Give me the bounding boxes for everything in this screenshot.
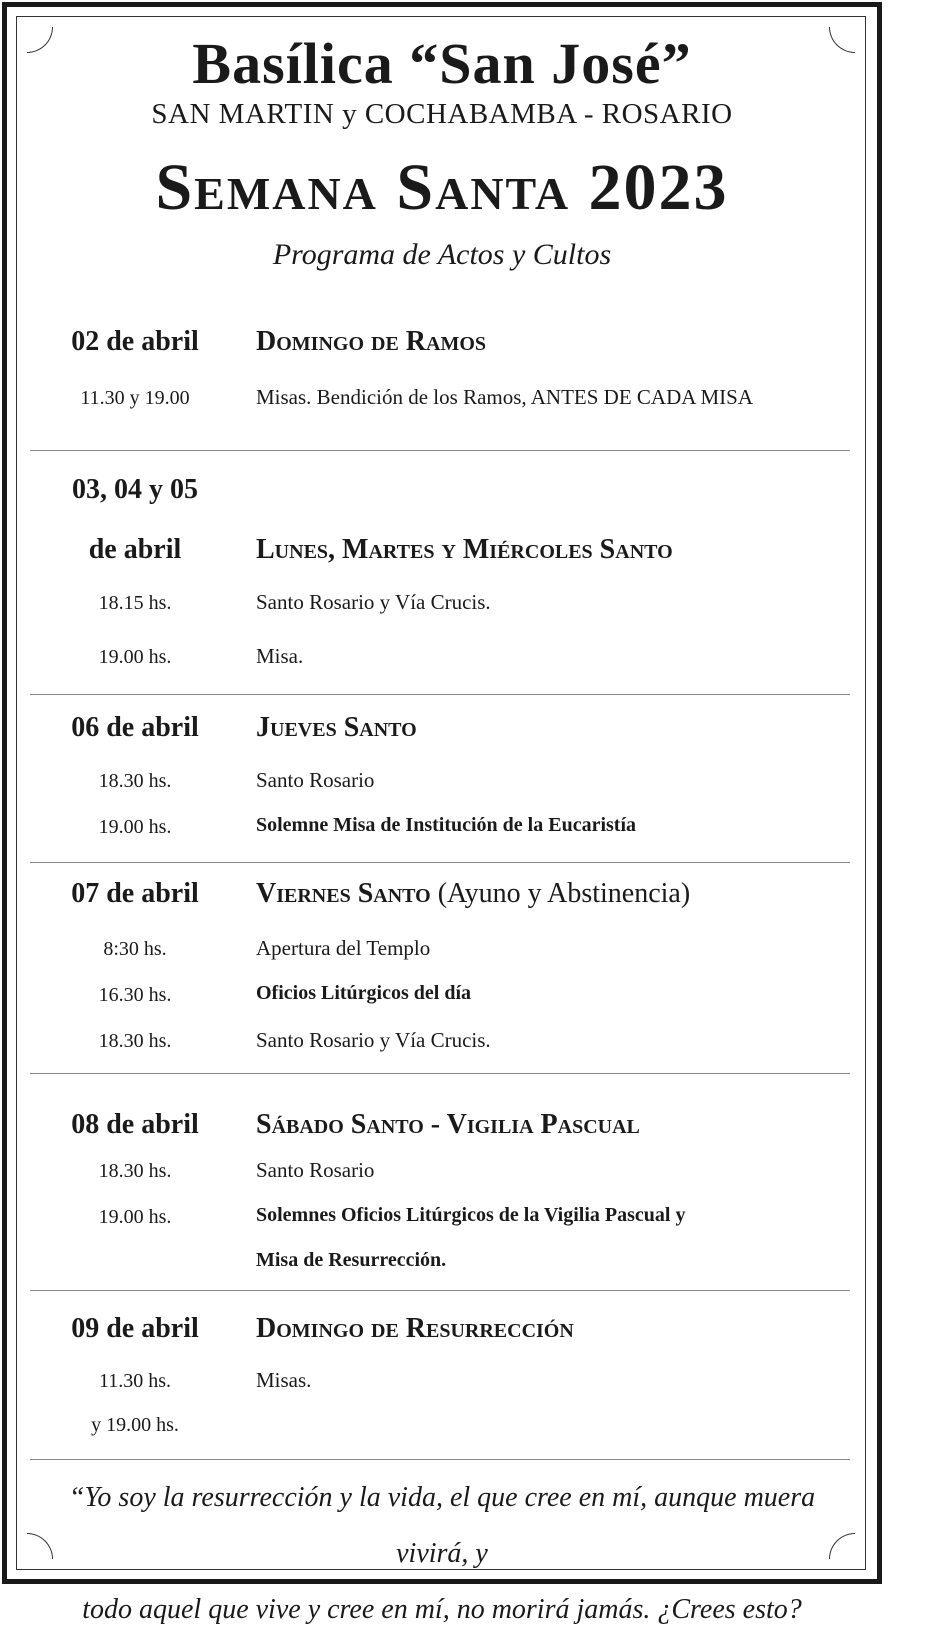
page-title: Basílica “San José” <box>192 31 692 96</box>
day-title-text: Viernes Santo <box>256 878 431 909</box>
day-date: 07 de abril <box>71 878 199 909</box>
event-description: Oficios Litúrgicos del día <box>256 982 471 1004</box>
day-date: 08 de abril <box>71 1109 199 1140</box>
address: SAN MARTIN y COCHABAMBA - ROSARIO <box>151 98 733 130</box>
day-date: de abril <box>88 534 182 565</box>
event-description: Santo Rosario <box>256 768 375 792</box>
section-divider <box>30 694 850 695</box>
event-time: 11.30 hs. <box>98 1370 172 1392</box>
event-description: Apertura del Templo <box>256 936 431 960</box>
event-time: 18.30 hs. <box>98 1160 172 1182</box>
event-time: 18.30 hs. <box>98 1030 172 1052</box>
program-subtitle: Programa de Actos y Cultos <box>272 238 612 271</box>
section-divider <box>30 862 850 863</box>
quote-line: “Yo soy la resurrección y la vida, el que cree en mí, aunque muera vivirá, y <box>68 1482 816 1569</box>
event-description: Misa de Resurrección. <box>256 1249 447 1271</box>
day-title: Lunes, Martes y Miércoles Santo <box>256 534 673 565</box>
day-title: Domingo de Ramos <box>256 326 486 357</box>
event-description: Santo Rosario <box>256 1158 375 1182</box>
event-description: Misas. Bendición de los Ramos, ANTES DE CADA MISA <box>256 385 754 409</box>
event-time: 18.30 hs. <box>98 770 172 792</box>
event-time: 19.00 hs. <box>98 646 172 668</box>
day-date: 03, 04 y 05 <box>72 474 198 505</box>
scripture-quote <box>40 1470 844 1638</box>
day-date: 02 de abril <box>71 326 199 357</box>
day-title <box>256 878 690 910</box>
event-description: Solemne Misa de Institución de la Eucaristía <box>256 814 637 836</box>
day-date: 09 de abril <box>71 1313 199 1344</box>
event-time: 11.30 y 19.00 <box>80 387 190 409</box>
event-time: 19.00 hs. <box>98 816 172 838</box>
day-title: Jueves Santo <box>256 712 417 743</box>
event-time: 18.15 hs. <box>98 592 172 614</box>
event-description: Santo Rosario y Vía Crucis. <box>256 590 491 614</box>
event-time: 8:30 hs. <box>103 938 167 960</box>
event-time: 16.30 hs. <box>98 984 172 1006</box>
day-title-note: (Ayuno y Abstinencia) <box>437 878 691 909</box>
quote-line: todo aquel que vive y cree en mí, no morirá jamás. ¿Crees esto? <box>82 1594 802 1625</box>
event-description: Misas. <box>256 1368 312 1392</box>
event-description: Solemnes Oficios Litúrgicos de la Vigilia Pascual y <box>256 1204 686 1226</box>
day-date: 06 de abril <box>71 712 199 743</box>
day-title: Sábado Santo - Vigilia Pascual <box>256 1109 640 1140</box>
section-divider <box>30 1459 850 1460</box>
section-divider <box>30 450 850 451</box>
event-description: Misa. <box>256 644 304 668</box>
event-description: Santo Rosario y Vía Crucis. <box>256 1028 491 1052</box>
day-title: Domingo de Resurrección <box>256 1313 574 1344</box>
event-time: y 19.00 hs. <box>91 1414 179 1436</box>
section-divider <box>30 1290 850 1291</box>
event-time: 19.00 hs. <box>98 1206 172 1228</box>
section-divider <box>30 1073 850 1074</box>
event-title: Semana Santa 2023 <box>155 151 729 224</box>
